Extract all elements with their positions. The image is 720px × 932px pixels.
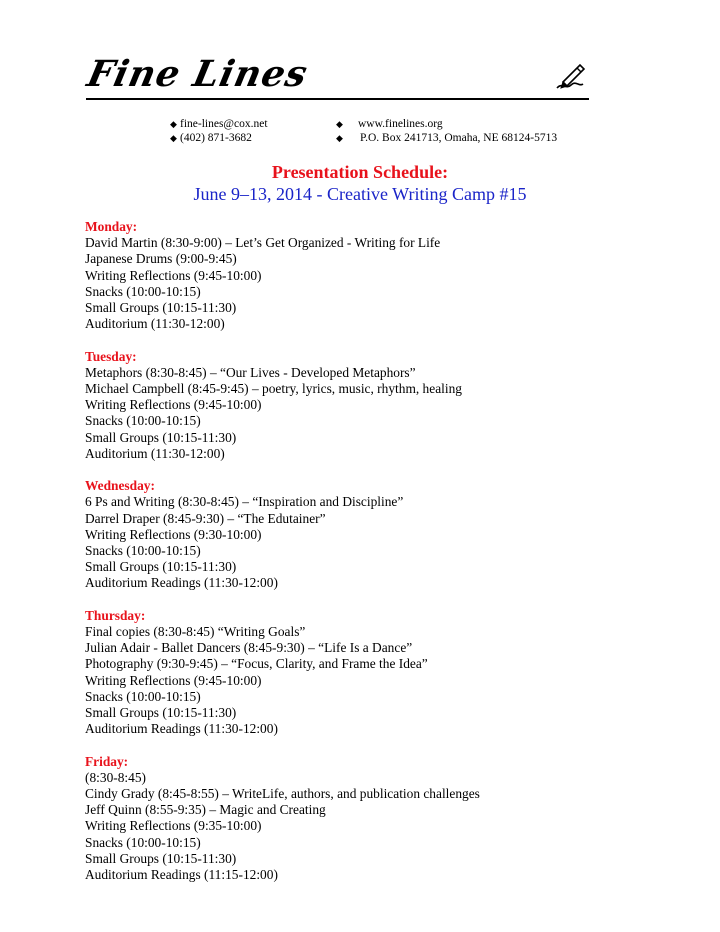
contact-address	[336, 130, 557, 146]
schedule-item: Jeff Quinn (8:55-9:35) – Magic and Creating	[85, 802, 326, 818]
diamond-bullet-icon: ◆	[170, 119, 177, 129]
day-section	[85, 219, 685, 332]
pen-writing-icon	[553, 60, 587, 94]
schedule-item: Writing Reflections (9:35-10:00)	[85, 818, 262, 834]
diamond-bullet-icon: ◆	[336, 119, 343, 129]
address-text: P.O. Box 241713, Omaha, NE 68124-5713	[360, 132, 558, 144]
diamond-bullet-icon: ◆	[336, 133, 343, 143]
schedule-item: Writing Reflections (9:30-10:00)	[85, 526, 262, 542]
schedule-item: Small Groups (10:15-11:30)	[85, 850, 237, 866]
schedule-item: Auditorium (11:30-12:00)	[85, 316, 225, 332]
schedule-item: Snacks (10:00-10:15)	[85, 543, 201, 559]
schedule-item: Cindy Grady (8:45-8:55) – WriteLife, authors, and publication challenges	[85, 786, 480, 802]
schedule-item: Small Groups (10:15-11:30)	[85, 429, 237, 445]
day-section	[85, 478, 685, 591]
schedule-item: Writing Reflections (9:45-10:00)	[85, 267, 262, 283]
schedule-item: Japanese Drums (9:00-9:45)	[85, 251, 237, 267]
page-title: Presentation Schedule:	[271, 162, 449, 182]
schedule-item: Auditorium Readings (11:15-12:00)	[85, 867, 278, 883]
schedule	[85, 219, 685, 899]
schedule-item: Final copies (8:30-8:45) “Writing Goals”	[85, 624, 306, 640]
schedule-item: Darrel Draper (8:45-9:30) – “The Edutainer”	[85, 510, 326, 526]
contact-phone	[170, 130, 252, 146]
diamond-bullet-icon: ◆	[170, 133, 177, 143]
day-heading: Friday:	[85, 753, 129, 769]
day-section	[85, 608, 685, 738]
schedule-item: Snacks (10:00-10:15)	[85, 688, 201, 704]
schedule-item: Metaphors (8:30-8:45) – “Our Lives - Developed Metaphors”	[85, 364, 416, 380]
schedule-item: 6 Ps and Writing (8:30-8:45) – “Inspiration and Discipline”	[85, 494, 404, 510]
schedule-item: Small Groups (10:15-11:30)	[85, 559, 237, 575]
masthead	[83, 52, 589, 100]
schedule-item: Snacks (10:00-10:15)	[85, 283, 201, 299]
phone-text: (402) 871-3682	[180, 132, 252, 144]
schedule-item: Small Groups (10:15-11:30)	[85, 705, 237, 721]
schedule-item: Michael Campbell (8:45-9:45) – poetry, lyrics, music, rhythm, healing	[85, 381, 462, 397]
day-heading: Tuesday:	[85, 348, 137, 364]
website-text: www.finelines.org	[358, 118, 443, 130]
schedule-item: Writing Reflections (9:45-10:00)	[85, 672, 262, 688]
schedule-item: Snacks (10:00-10:15)	[85, 834, 201, 850]
schedule-item: Auditorium Readings (11:30-12:00)	[85, 575, 278, 591]
day-heading: Wednesday:	[85, 478, 155, 494]
day-heading: Thursday:	[85, 607, 146, 623]
schedule-item: (8:30-8:45)	[85, 769, 146, 785]
schedule-item: Julian Adair - Ballet Dancers (8:45-9:30) – “Life Is a Dance”	[85, 640, 413, 656]
logo-wordmark: Fine Lines	[83, 53, 312, 95]
page-subtitle: June 9–13, 2014 - Creative Writing Camp #15	[193, 184, 527, 204]
schedule-item: Auditorium (11:30-12:00)	[85, 445, 225, 461]
schedule-item: David Martin (8:30-9:00) – Let’s Get Organized - Writing for Life	[85, 235, 441, 251]
schedule-item: Writing Reflections (9:45-10:00)	[85, 397, 262, 413]
day-section	[85, 754, 685, 884]
email-text: fine-lines@cox.net	[180, 118, 268, 130]
schedule-item: Snacks (10:00-10:15)	[85, 413, 201, 429]
schedule-item: Photography (9:30-9:45) – “Focus, Clarity, and Frame the Idea”	[85, 656, 428, 672]
schedule-item: Auditorium Readings (11:30-12:00)	[85, 721, 278, 737]
masthead-rule	[86, 98, 589, 100]
day-heading: Monday:	[85, 219, 138, 234]
day-section	[85, 349, 685, 462]
schedule-item: Small Groups (10:15-11:30)	[85, 300, 237, 316]
